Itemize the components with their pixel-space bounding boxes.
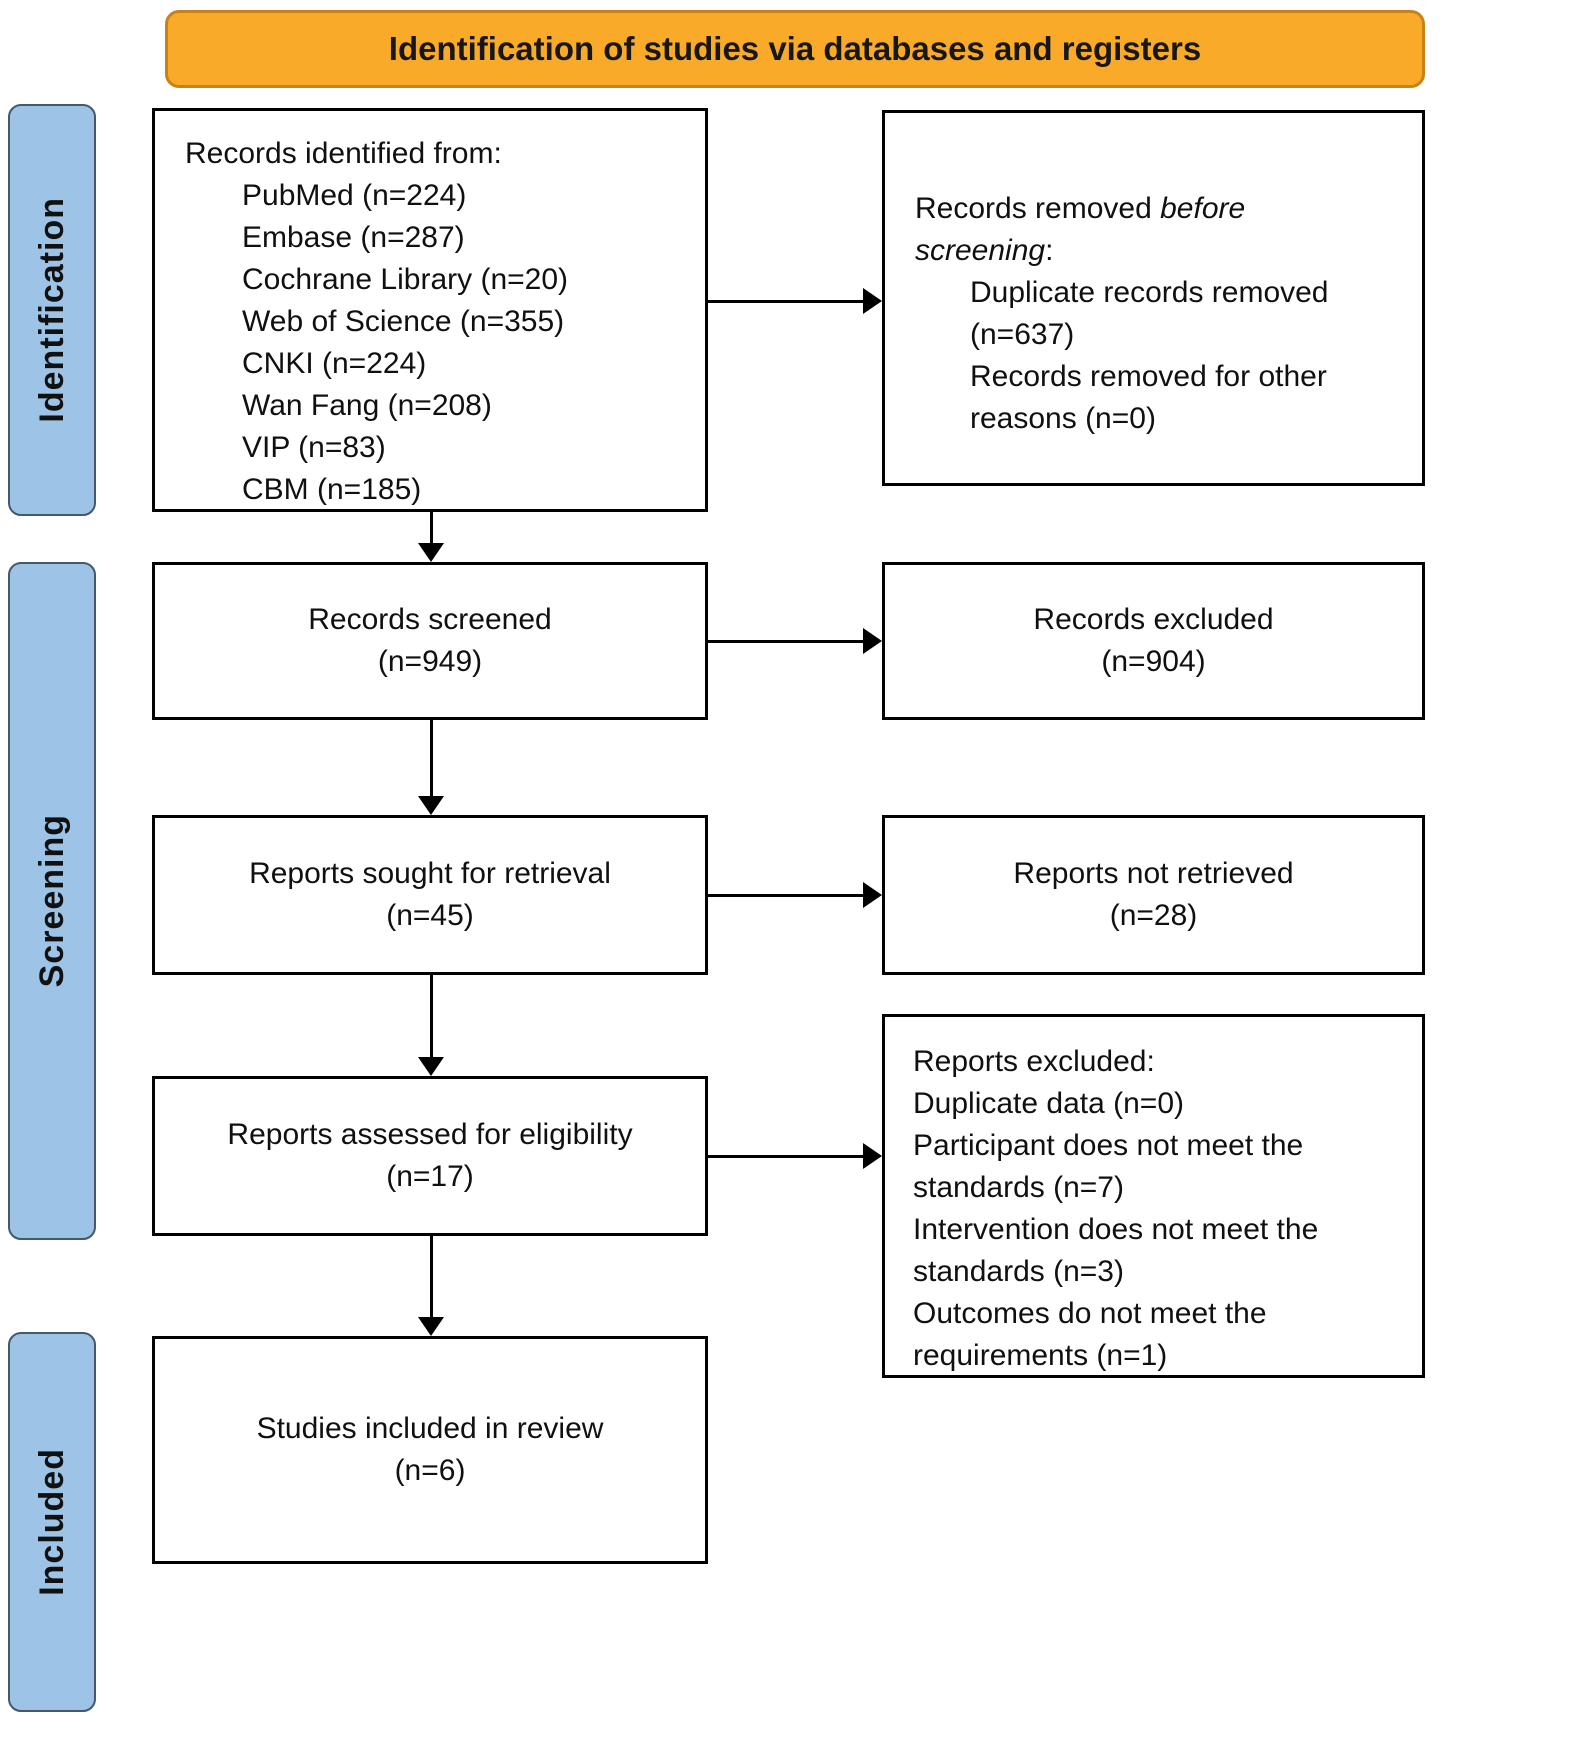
diagram-title-banner: [165, 10, 1425, 88]
arrow-assessed-to-reports-excluded: [708, 1143, 882, 1169]
stage-label-identification-text: Identification: [32, 197, 71, 423]
reports-not-retrieved-count: (n=28): [1109, 899, 1198, 932]
stage-label-screening: [8, 562, 96, 1240]
diagram-title: Identification of studies via databases and registers: [388, 30, 1202, 67]
records-removed-box: [882, 110, 1425, 486]
reports-excluded-text: [885, 1017, 1422, 1377]
reports-excluded-box: [882, 1014, 1425, 1378]
records-excluded-line1: Records excluded: [1033, 603, 1274, 636]
records-removed-text: [885, 113, 1422, 440]
arrow-sought-to-not-retrieved: [708, 882, 882, 908]
database-item: Wan Fang (n=208): [242, 389, 492, 422]
arrow-assessed-to-included: [418, 1236, 444, 1336]
stage-label-screening-text: Screening: [32, 814, 71, 988]
records-identified-text: [155, 111, 705, 511]
database-item: Embase (n=287): [242, 221, 465, 254]
database-item: CNKI (n=224): [242, 347, 427, 380]
reports-sought-line1: Reports sought for retrieval: [249, 857, 611, 890]
reports-not-retrieved-box: [882, 815, 1425, 975]
arrow-screened-to-sought: [418, 720, 444, 815]
arrow-sought-to-assessed: [418, 975, 444, 1076]
records-removed-title: [915, 188, 1362, 272]
records-screened-line1: Records screened: [308, 603, 552, 636]
studies-included-count: (n=6): [394, 1454, 466, 1487]
reports-assessed-box: [152, 1076, 708, 1236]
reports-sought-count: (n=45): [386, 899, 474, 932]
arrow-identified-to-removed: [708, 288, 882, 314]
database-item: CBM (n=185): [242, 473, 422, 506]
studies-included-line1: Studies included in review: [256, 1412, 604, 1445]
records-excluded-count: (n=904): [1101, 645, 1206, 678]
records-screened-box: [152, 562, 708, 720]
records-removed-title-suffix: :: [1045, 234, 1054, 267]
records-removed-title-italic: before screening: [915, 192, 1246, 267]
stage-label-identification: [8, 104, 96, 516]
records-screened-count: (n=949): [377, 645, 483, 678]
reports-excluded-title: Reports excluded:: [913, 1045, 1155, 1078]
database-item: Cochrane Library (n=20): [242, 263, 569, 296]
reports-sought-box: [152, 815, 708, 975]
reports-excluded-item: Duplicate data (n=0): [913, 1087, 1184, 1120]
reports-assessed-count: (n=17): [386, 1160, 474, 1193]
database-item: Web of Science (n=355): [242, 305, 565, 338]
stage-label-included: [8, 1332, 96, 1712]
arrow-identified-to-screened: [418, 512, 444, 562]
reports-not-retrieved-line1: Reports not retrieved: [1013, 857, 1294, 890]
records-removed-title-prefix: Records removed: [915, 192, 1161, 225]
database-item: PubMed (n=224): [242, 179, 467, 212]
reports-excluded-item: Participant does not meet the standards (n=7): [913, 1129, 1304, 1204]
reports-excluded-item: Outcomes do not meet the requirements (n=1): [913, 1297, 1267, 1372]
reports-assessed-line1: Reports assessed for eligibility: [227, 1118, 633, 1151]
reports-excluded-item: Intervention does not meet the standards (n=3): [913, 1213, 1319, 1288]
records-identified-title: Records identified from:: [185, 137, 502, 170]
stage-label-included-text: Included: [32, 1448, 71, 1596]
records-removed-item: Records removed for other reasons (n=0): [970, 360, 1327, 435]
records-removed-item: Duplicate records removed (n=637): [970, 276, 1329, 351]
records-identified-box: [152, 108, 708, 512]
studies-included-box: [152, 1336, 708, 1564]
database-item: VIP (n=83): [242, 431, 386, 464]
arrow-screened-to-excluded: [708, 628, 882, 654]
records-excluded-box: [882, 562, 1425, 720]
